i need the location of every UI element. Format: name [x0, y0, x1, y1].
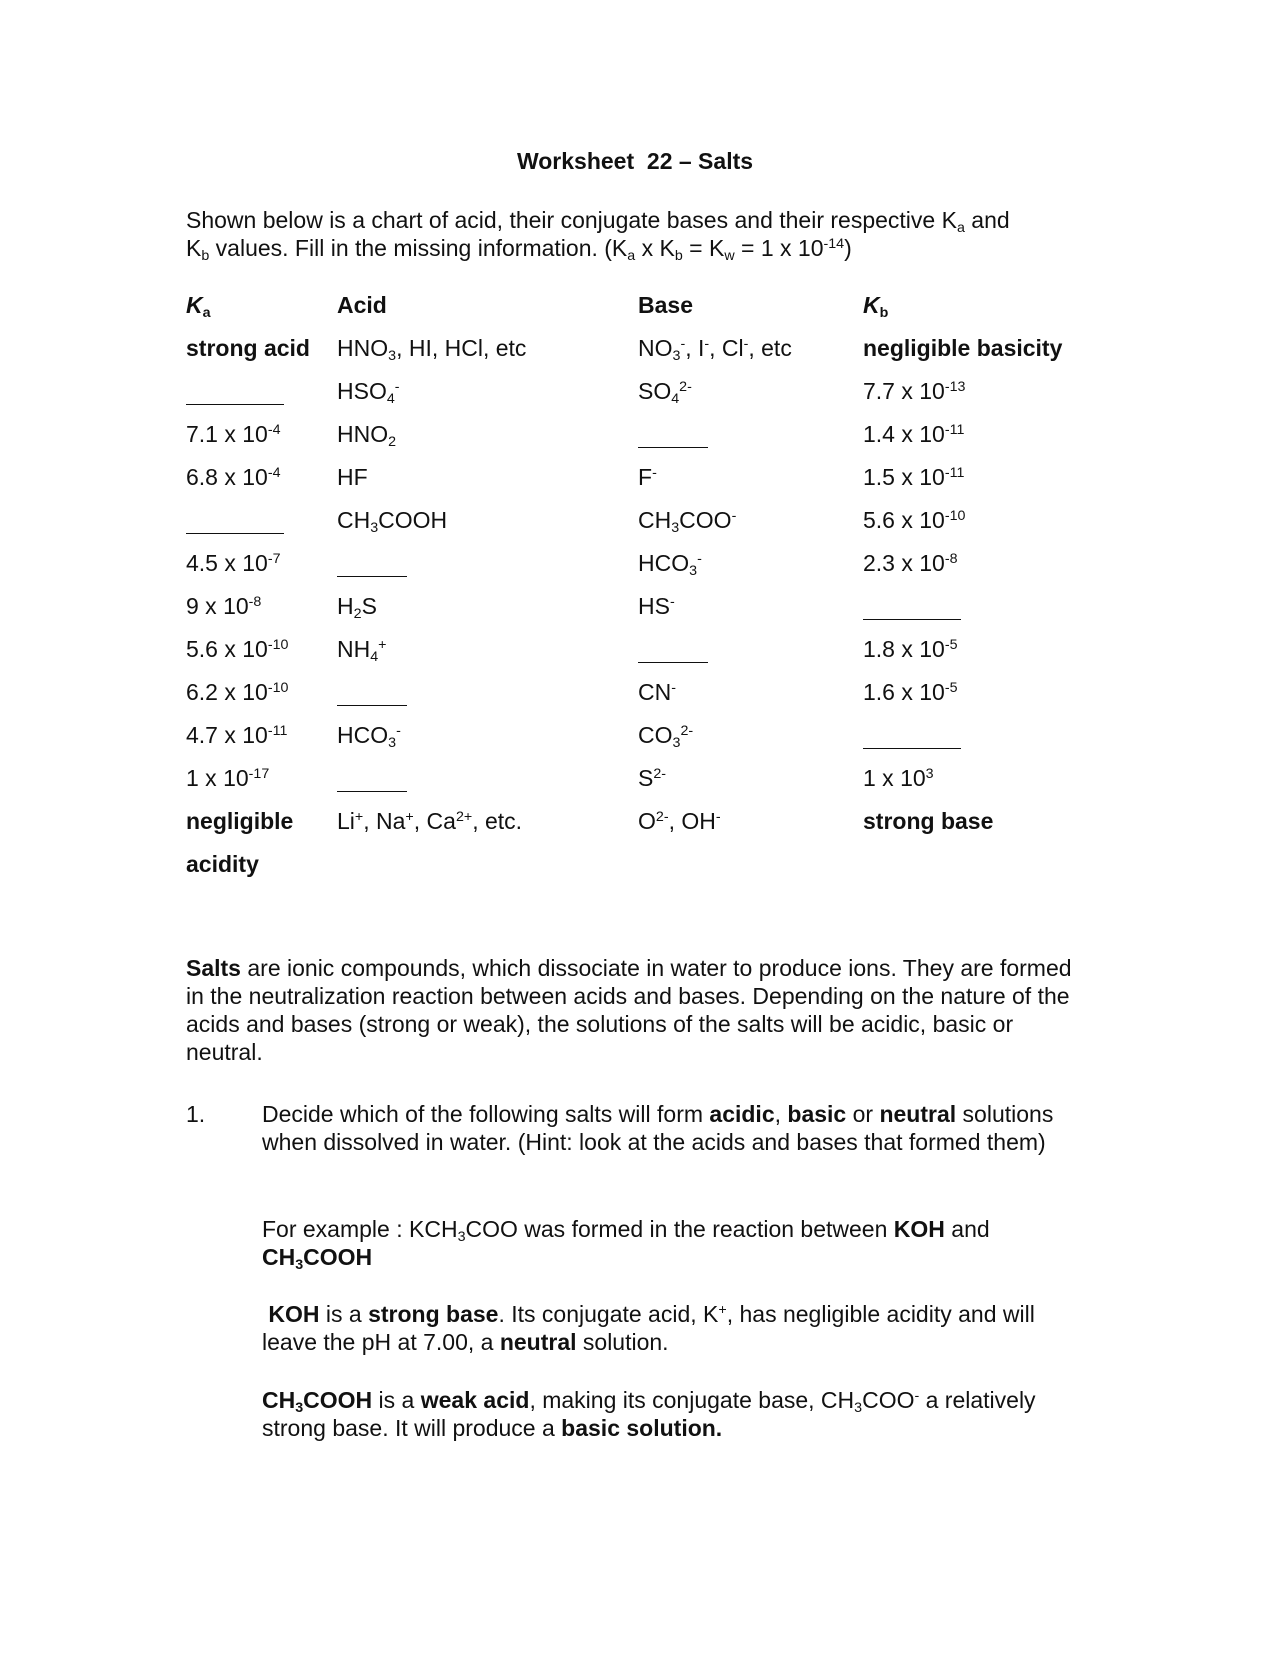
kb-cell: 5.6 x $10^{-10}$ [863, 507, 966, 533]
ch3cooh-paragraph: $CH_3COOH$ is a weak acid, making its conjugate base, $CH_3COO^-$ a relatively strong base. It will produce a basic solution. [262, 1387, 1036, 1441]
acid-cell: $HNO_3$, HI, HCl, etc [337, 335, 527, 364]
ka-kb-table [186, 292, 1086, 894]
ka-cell: negligible [186, 808, 294, 834]
header-ka: $K_a$ [186, 292, 211, 321]
table-row [186, 507, 1086, 550]
kb-cell: 7.7 x $10^{-13}$ [863, 378, 966, 404]
acid-cell: Li+, Na+, $Ca^{2+}$, etc. [337, 808, 523, 834]
intro-paragraph: Shown below is a chart of acid, their conjugate bases and their respective $K_a$ and $K_b$ values. Fill in the missing information. ($K_a$ x $K_b = K_w = 1$ x $10^{-14}$) [186, 207, 1010, 264]
ka-cell: 5.6 x $10^{-10}$ [186, 636, 289, 662]
base-cell: $CH_3COO^-$ [638, 507, 737, 536]
table-header-row [186, 292, 1086, 335]
ka-blank[interactable] [186, 378, 284, 405]
kb-cell: 1.6 x $10^{-5}$ [863, 679, 958, 705]
base-cell: $SO_4^{2-}$ [638, 378, 692, 407]
kb-blank[interactable] [863, 593, 961, 620]
ka-cell: 9 x $10^{-8}$ [186, 593, 262, 619]
acid-cell: $H_2S$ [337, 593, 377, 622]
base-blank[interactable] [638, 636, 708, 663]
acid-cell: $HSO_4^-$ [337, 378, 400, 407]
table-row [186, 335, 1086, 378]
acid-cell: $NH_4^+$ [337, 636, 387, 665]
acid-cell: $CH_3COOH$ [337, 507, 448, 536]
question-text: Decide which of the following salts will form acidic, basic or neutral solutions when dissolved in water. (Hint: look at the acids and bases that formed them) [262, 1101, 1054, 1155]
base-cell: $NO_3^-$, I-, Cl-, etc [638, 335, 792, 364]
table-row [186, 722, 1086, 765]
header-acid: Acid [337, 292, 387, 318]
ka-cell: 6.2 x $10^{-10}$ [186, 679, 289, 705]
salts-paragraph: Salts are ionic compounds, which dissociate in water to produce ions. They are formed in the neutralization reaction between acids and bases. Depending on the nature of the acids and bases (strong or weak), the solutions of the salts will be acidic, basic or neutral. [186, 955, 1072, 1065]
table-row [186, 765, 1086, 808]
ka-cell: 4.7 x $10^{-11}$ [186, 722, 288, 748]
table-row [186, 636, 1086, 679]
ka-cell: 4.5 x $10^{-7}$ [186, 550, 281, 576]
kb-cell: 1 x $10^3$ [863, 765, 934, 791]
ka-cell: strong acid [186, 335, 310, 361]
kb-cell: negligible basicity [863, 335, 1063, 361]
base-cell: CN- [638, 679, 676, 705]
acid-blank[interactable] [337, 765, 407, 792]
header-base: Base [638, 292, 693, 318]
ka-cell: 7.1 x $10^{-4}$ [186, 421, 281, 447]
base-cell: $S^{2-}$ [638, 765, 667, 791]
ka-blank[interactable] [186, 507, 284, 534]
table-row [186, 378, 1086, 421]
base-blank[interactable] [638, 421, 708, 448]
koh-paragraph: KOH is a strong base. Its conjugate acid, K+, has negligible acidity and will leave the pH at 7.00, a neutral solution. [262, 1301, 1035, 1355]
base-cell: HS- [638, 593, 675, 619]
ka-cell: 6.8 x $10^{-4}$ [186, 464, 281, 490]
acid-blank[interactable] [337, 679, 407, 706]
header-kb: $K_b$ [863, 292, 889, 321]
page-title: Worksheet 22 – Salts [516, 148, 754, 174]
acid-cell: HF [337, 464, 368, 490]
kb-cell: 1.8 x $10^{-5}$ [863, 636, 958, 662]
base-cell: F- [638, 464, 657, 490]
kb-cell: 1.4 x $10^{-11}$ [863, 421, 965, 447]
base-cell: $HCO_3^-$ [638, 550, 702, 579]
table-row [186, 808, 1086, 851]
table-row [186, 851, 1086, 894]
table-row [186, 464, 1086, 507]
table-row [186, 679, 1086, 722]
acid-cell: $HCO_3^-$ [337, 722, 401, 751]
table-row [186, 550, 1086, 593]
table-row [186, 421, 1086, 464]
kb-cell: strong base [863, 808, 994, 834]
ka-cell: 1 x $10^{-17}$ [186, 765, 270, 791]
acid-blank[interactable] [337, 550, 407, 577]
ka-cell: acidity [186, 851, 259, 877]
question-number: 1. [186, 1101, 206, 1127]
base-cell: $CO_3^{2-}$ [638, 722, 694, 751]
kb-cell: 2.3 x $10^{-8}$ [863, 550, 958, 576]
base-cell: $O^{2-}$, OH- [638, 808, 721, 834]
table-row [186, 593, 1086, 636]
acid-cell: $HNO_2$ [337, 421, 397, 450]
kb-cell: 1.5 x $10^{-11}$ [863, 464, 965, 490]
kb-blank[interactable] [863, 722, 961, 749]
example-paragraph: For example : $KCH_3COO$ was formed in the reaction between KOH and $CH_3COOH$ [262, 1216, 990, 1273]
